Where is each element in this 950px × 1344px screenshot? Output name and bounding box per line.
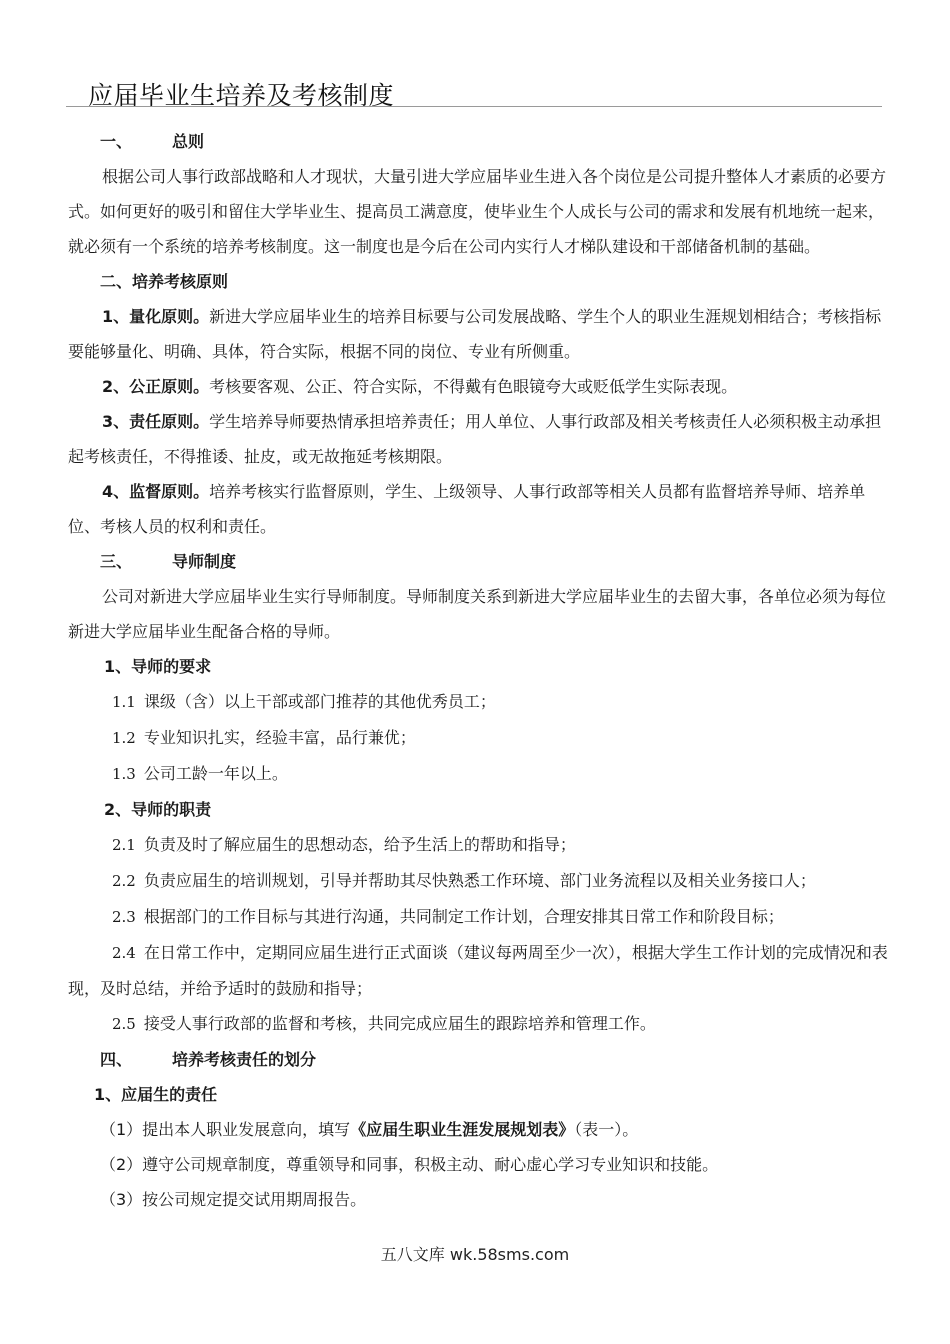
item-number: 1.1 [112, 693, 136, 711]
section-heading-mentor [68, 544, 888, 579]
section-number: 四、 [100, 1050, 133, 1069]
footer-watermark: 五八文库 wk.58sms.com [380, 1245, 570, 1264]
mentor-duties-heading: 2、导师的职责 [104, 800, 212, 819]
item-text: 专业知识扎实，经验丰富，品行兼优； [143, 728, 416, 747]
principle-quantify [68, 299, 888, 369]
item-text: （1）提出本人职业发展意向，填写 [100, 1120, 351, 1139]
mentor-requirements-heading: 1、导师的要求 [104, 657, 212, 676]
item-number: 2.3 [112, 908, 136, 926]
principle-text: 新进大学应届毕业生的培养目标要与公司发展战略、学生个人的职业生涯规划相结合；考核指标要能够量化、明确、具体，符合实际，根据不同的岗位、专业有所侧重。 [68, 307, 882, 361]
list-item [68, 899, 888, 935]
list-item [68, 863, 888, 899]
item-number: 1.3 [112, 765, 136, 783]
item-text: 负责及时了解应届生的思想动态，给予生活上的帮助和指导； [143, 835, 576, 854]
section-number: 一、 [100, 132, 133, 151]
list-item [68, 720, 888, 756]
principle-responsibility [68, 404, 888, 474]
section-heading-principles: 二、培养考核原则 [100, 272, 229, 291]
principle-label: 1、量化原则。 [102, 307, 210, 326]
principle-fairness [68, 369, 888, 404]
section-title: 培养考核责任的划分 [172, 1050, 317, 1069]
section-title: 总则 [172, 132, 205, 151]
list-item [68, 827, 888, 863]
principle-label: 3、责任原则。 [102, 412, 210, 431]
section-heading-responsibility [68, 1042, 888, 1077]
graduate-responsibility-heading: 1、应届生的责任 [94, 1085, 218, 1104]
principle-text: 培养考核实行监督原则，学生、上级领导、人事行政部等相关人员都有监督培养导师、培养单位、考核人员的权利和责任。 [68, 482, 866, 536]
item-text: 负责应届生的培训规划，引导并帮助其尽快熟悉工作环境、部门业务流程以及相关业务接口人； [143, 871, 816, 890]
item-text: 公司工龄一年以上。 [143, 764, 288, 783]
item-number: 1.2 [112, 729, 136, 747]
item-number: 2.2 [112, 872, 136, 890]
document-body [68, 124, 888, 1217]
list-item [68, 756, 888, 792]
list-item: （2）遵守公司规章制度，尊重领导和同事，积极主动、耐心虚心学习专业知识和技能。 [100, 1155, 719, 1174]
list-item [68, 684, 888, 720]
list-item [68, 1006, 888, 1042]
item-number: 2.1 [112, 836, 136, 854]
section-number: 三、 [100, 552, 133, 571]
title-divider [66, 106, 882, 107]
list-item [68, 1112, 888, 1147]
item-number: 2.4 [112, 944, 136, 962]
item-number: 2.5 [112, 1015, 136, 1033]
principle-text: 考核要客观、公正、符合实际，不得戴有色眼镜夸大或贬低学生实际表现。 [209, 377, 738, 396]
form-name: 《应届生职业生涯发展规划表》 [350, 1120, 575, 1139]
section-heading-general [68, 124, 888, 159]
item-text: （表一）。 [574, 1120, 639, 1139]
principle-text: 学生培养导师要热情承担培养责任；用人单位、人事行政部及相关考核责任人必须积极主动承担起考核责任，不得推诿、扯皮，或无故拖延考核期限。 [68, 412, 882, 466]
item-text: 根据部门的工作目标与其进行沟通，共同制定工作计划，合理安排其日常工作和阶段目标； [143, 907, 784, 926]
list-item [68, 935, 888, 1006]
principle-label: 2、公正原则。 [102, 377, 210, 396]
section-title: 导师制度 [172, 552, 237, 571]
principle-supervision [68, 474, 888, 544]
general-paragraph: 根据公司人事行政部战略和人才现状，大量引进大学应届毕业生进入各个岗位是公司提升整体人才素质的必要方式。如何更好的吸引和留住大学毕业生、提高员工满意度，使毕业生个人成长与公司的需求和发展有机地统一起来，就必须有一个系统的培养考核制度。这一制度也是今后在公司内实行人才梯队建设和干部储备机制的基础。 [68, 167, 887, 256]
item-text: 在日常工作中，定期同应届生进行正式面谈（建议每两周至少一次），根据大学生工作计划的完成情况和表现，及时总结，并给予适时的鼓励和指导； [68, 943, 888, 998]
principle-label: 4、监督原则。 [102, 482, 210, 501]
item-text: 接受人事行政部的监督和考核，共同完成应届生的跟踪培养和管理工作。 [143, 1014, 656, 1033]
item-text: 课级（含）以上干部或部门推荐的其他优秀员工； [143, 692, 496, 711]
page-title: 应届毕业生培养及考核制度 [88, 81, 395, 110]
mentor-paragraph: 公司对新进大学应届毕业生实行导师制度。导师制度关系到新进大学应届毕业生的去留大事，各单位必须为每位新进大学应届毕业生配备合格的导师。 [68, 587, 887, 641]
list-item: （3）按公司规定提交试用期周报告。 [100, 1190, 367, 1209]
